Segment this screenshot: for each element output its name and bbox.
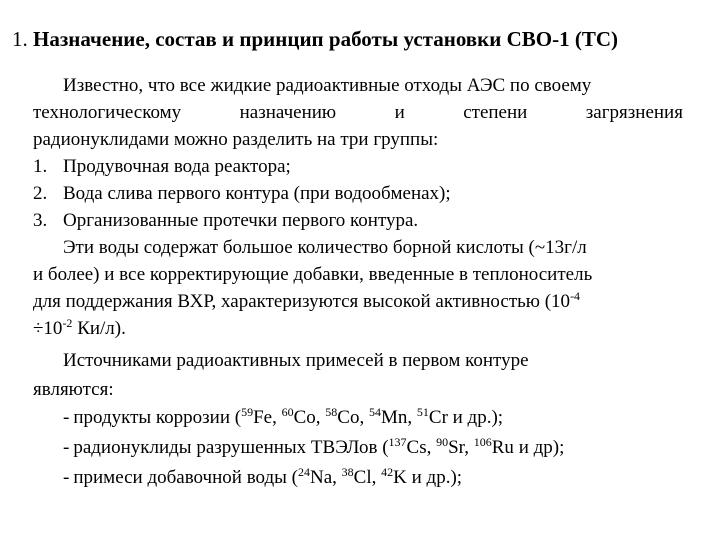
element: Mn bbox=[380, 407, 408, 428]
exponent: -2 bbox=[62, 316, 73, 330]
mass-number: 90 bbox=[436, 435, 449, 449]
mass-number: 58 bbox=[325, 405, 338, 419]
mass-number: 24 bbox=[298, 465, 311, 479]
separator: , bbox=[332, 467, 342, 488]
group-text: Вода слива первого контура (при водообменах); bbox=[63, 183, 451, 204]
mass-number: 59 bbox=[241, 405, 254, 419]
impurity-tail: и др.); bbox=[447, 407, 504, 428]
dash: - bbox=[63, 467, 70, 488]
group-item-3 bbox=[33, 207, 683, 234]
impurity-tail: и др); bbox=[513, 437, 565, 458]
group-text: Организованные протечки первого контура. bbox=[63, 210, 419, 231]
element: Sr bbox=[448, 437, 465, 458]
impurity-label: примеси добавочной воды ( bbox=[73, 467, 299, 488]
group-text: Продувочная вода реактора; bbox=[63, 156, 291, 177]
intro-line-3: радионуклидами можно разделить на три группы: bbox=[33, 129, 439, 150]
element: Cs bbox=[406, 437, 427, 458]
separator: , bbox=[426, 437, 437, 458]
element: Cl bbox=[353, 467, 372, 488]
separator: , bbox=[464, 437, 474, 458]
waters-line-4 bbox=[33, 315, 683, 342]
dash: - bbox=[63, 437, 70, 458]
mass-number: 42 bbox=[381, 465, 394, 479]
intro-word: и bbox=[394, 102, 405, 123]
document-body bbox=[33, 72, 683, 493]
group-number: 1. bbox=[33, 156, 48, 177]
intro-word: технологическому bbox=[33, 102, 182, 123]
group-number: 2. bbox=[33, 183, 48, 204]
waters-line-3 bbox=[33, 288, 683, 315]
separator: , bbox=[359, 407, 369, 428]
waters-text: для поддержания ВХР, характеризуются высокой активностью (10 bbox=[33, 291, 571, 312]
intro-word: степени bbox=[463, 102, 528, 123]
intro-word: назначению bbox=[239, 102, 337, 123]
mass-number: 137 bbox=[388, 435, 407, 449]
intro-line-1: Известно, что все жидкие радиоактивные отходы АЭС по своему bbox=[63, 75, 592, 96]
waters-line-2: и более) и все корректирующие добавки, введенные в теплоноситель bbox=[33, 264, 593, 285]
group-item-2 bbox=[33, 180, 683, 207]
impurity-item-2 bbox=[33, 433, 683, 463]
sources-line-2: являются: bbox=[33, 379, 114, 400]
section-title: Назначение, состав и принцип работы установки СВО-1 (ТС) bbox=[33, 27, 619, 51]
range-start: ÷10 bbox=[33, 318, 63, 339]
impurity-item-1 bbox=[33, 403, 683, 433]
impurity-tail: и др.); bbox=[406, 467, 463, 488]
impurity-label: продукты коррозии ( bbox=[73, 407, 242, 428]
element: Cr bbox=[428, 407, 448, 428]
intro-line-2 bbox=[33, 99, 683, 126]
exponent: -4 bbox=[570, 289, 581, 303]
element: Co bbox=[337, 407, 360, 428]
sources-line-1: Источниками радиоактивных примесей в первом контуре bbox=[63, 350, 529, 371]
element: Na bbox=[310, 467, 333, 488]
separator: , bbox=[407, 407, 417, 428]
intro-word: загрязнения bbox=[585, 102, 683, 123]
mass-number: 106 bbox=[473, 435, 492, 449]
mass-number: 51 bbox=[416, 405, 429, 419]
waters-line-1: Эти воды содержат большое количество борной кислоты (~13г/л bbox=[63, 237, 587, 258]
separator: , bbox=[315, 407, 326, 428]
section-heading bbox=[12, 26, 712, 52]
section-number: 1. bbox=[12, 27, 28, 51]
dash: - bbox=[63, 407, 70, 428]
element: Ru bbox=[491, 437, 514, 458]
mass-number: 60 bbox=[281, 405, 294, 419]
element: Fe bbox=[253, 407, 273, 428]
group-item-1 bbox=[33, 153, 683, 180]
mass-number: 54 bbox=[368, 405, 381, 419]
group-number: 3. bbox=[33, 210, 48, 231]
activity-unit: Ки/л). bbox=[72, 318, 126, 339]
mass-number: 38 bbox=[341, 465, 354, 479]
separator: , bbox=[371, 467, 382, 488]
impurity-item-3 bbox=[33, 463, 683, 493]
element: Co bbox=[293, 407, 316, 428]
separator: , bbox=[272, 407, 282, 428]
impurity-label: радионуклиды разрушенных ТВЭЛов ( bbox=[73, 437, 389, 458]
element: K bbox=[393, 467, 407, 488]
